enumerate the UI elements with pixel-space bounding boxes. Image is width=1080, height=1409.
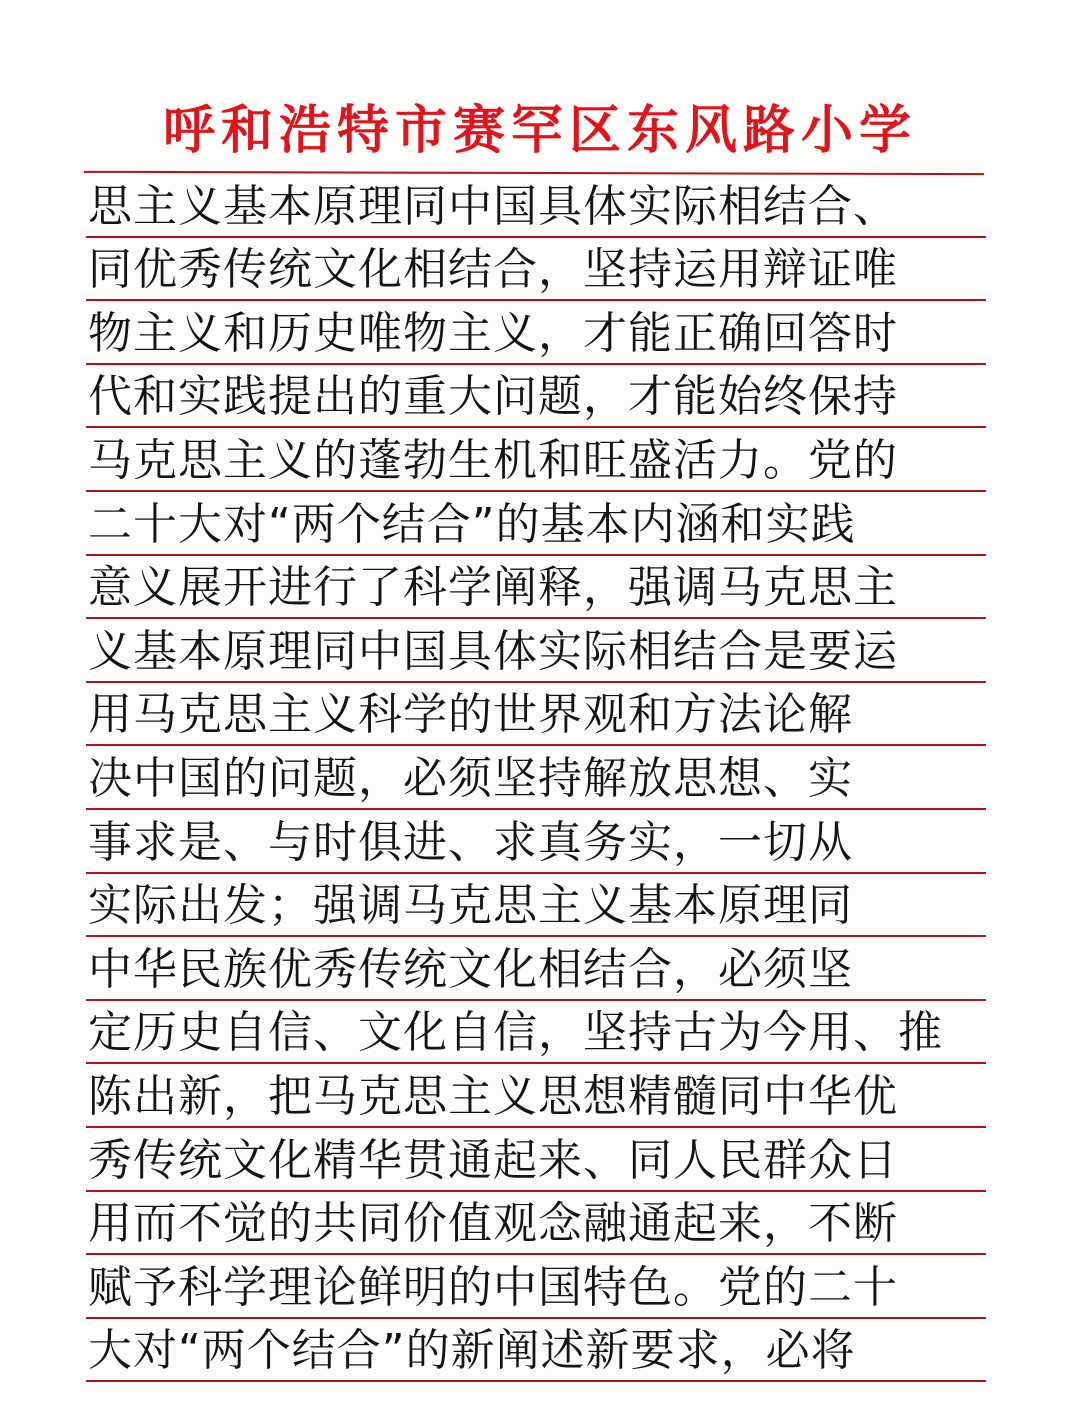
ruled-line: [86, 744, 986, 746]
ruled-line: [86, 1126, 986, 1128]
line-text: 事求是、与时俱进、求真务实，一切从: [88, 816, 853, 868]
line-text: 决中国的问题，必须坚持解放思想、实: [88, 752, 853, 804]
text-line: [0, 1066, 1080, 1130]
page-title: 呼和浩特市赛罕区东风路小学: [162, 100, 917, 161]
ruled-line: [86, 1190, 986, 1192]
line-text: 秀传统文化精华贯通起来、同人民群众日: [88, 1134, 898, 1186]
ruled-line: [86, 363, 986, 365]
text-line: [0, 748, 1080, 812]
text-line: [0, 558, 1080, 622]
text-line: [0, 303, 1080, 367]
line-text: 用马克思主义科学的世界观和方法论解: [88, 689, 853, 741]
handwritten-lines: [0, 176, 1080, 1384]
line-text: 义基本原理同中国具体实际相结合是要运: [88, 625, 898, 677]
text-line: [0, 240, 1080, 304]
ruled-line: [86, 554, 986, 556]
line-text: 同优秀传统文化相结合，坚持运用辩证唯: [88, 244, 898, 296]
ruled-line: [86, 490, 986, 492]
ruled-line: [86, 872, 986, 874]
ruled-line: [86, 808, 986, 810]
line-text: 大对“两个结合”的新阐述新要求，必将: [88, 1325, 856, 1377]
line-text: 代和实践提出的重大问题，才能始终保持: [88, 371, 898, 423]
line-text: 思主义基本原理同中国具体实际相结合、: [88, 180, 898, 232]
text-line: [0, 430, 1080, 494]
ruled-line: [86, 236, 986, 238]
line-text: 中华民族优秀传统文化相结合，必须坚: [88, 943, 853, 995]
line-text: 用而不觉的共同价值观念融通起来，不断: [88, 1198, 898, 1250]
text-line: [0, 1194, 1080, 1258]
text-line: [0, 939, 1080, 1003]
text-line: [0, 494, 1080, 558]
text-line: [0, 1257, 1080, 1321]
text-line: [0, 1003, 1080, 1067]
ruled-line: [86, 1317, 986, 1319]
text-line: [0, 1321, 1080, 1385]
line-text: 赋予科学理论鲜明的中国特色。党的二十: [88, 1261, 898, 1313]
line-text: 物主义和历史唯物主义，才能正确回答时: [88, 307, 898, 359]
ruled-line: [86, 681, 986, 683]
ruled-line: [86, 1253, 986, 1255]
title-underline: [84, 171, 984, 175]
ruled-line: [86, 426, 986, 428]
ruled-line: [86, 617, 986, 619]
text-line: [0, 876, 1080, 940]
ruled-line: [86, 1380, 986, 1382]
text-line: [0, 176, 1080, 240]
text-line: [0, 1130, 1080, 1194]
line-text: 陈出新，把马克思主义思想精髓同中华优: [88, 1070, 898, 1122]
line-text: 实际出发；强调马克思主义基本原理同: [88, 880, 853, 932]
ruled-line: [86, 999, 986, 1001]
line-text: 意义展开进行了科学阐释，强调马克思主: [88, 562, 898, 614]
text-line: [0, 621, 1080, 685]
line-text: 二十大对“两个结合”的基本内涵和实践: [88, 498, 856, 550]
ruled-line: [86, 299, 986, 301]
text-line: [0, 685, 1080, 749]
text-line: [0, 812, 1080, 876]
line-text: 马克思主义的蓬勃生机和旺盛活力。党的: [88, 434, 898, 486]
line-text: 定历史自信、文化自信，坚持古为今用、推: [88, 1007, 943, 1059]
ruled-line: [86, 935, 986, 937]
text-line: [0, 367, 1080, 431]
ruled-line: [86, 1062, 986, 1064]
